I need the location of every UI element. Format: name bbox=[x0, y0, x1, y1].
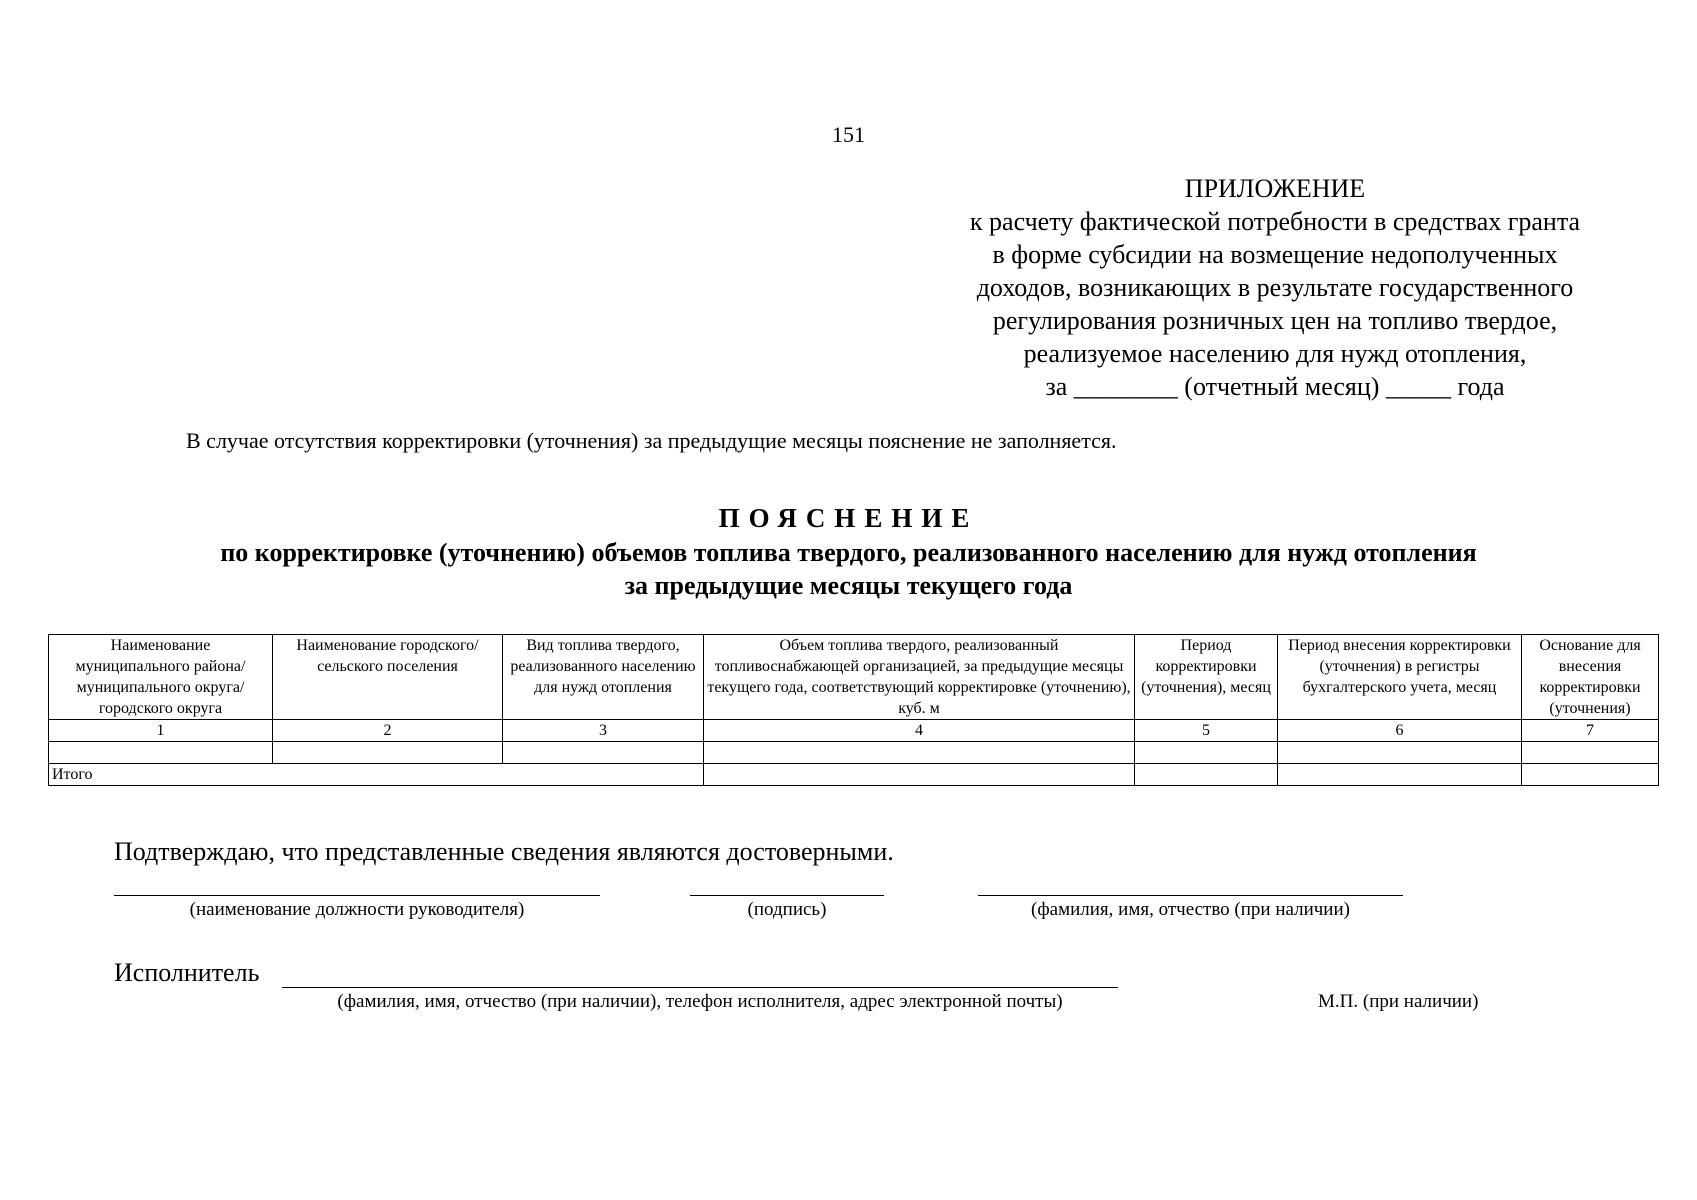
table-cell bbox=[273, 742, 503, 764]
column-header: Наименование муниципального района/ муниципального округа/ городского округа bbox=[49, 635, 273, 720]
executor-line bbox=[282, 987, 1118, 988]
document-subtitle-line: по корректировке (уточнению) объемов топлива твердого, реализованного населению для нужд отопления bbox=[220, 538, 1477, 567]
executor-caption: (фамилия, имя, отчество (при наличии), телефон исполнителя, адрес электронной почты) bbox=[337, 991, 1063, 1012]
table-row bbox=[49, 742, 1659, 764]
appendix-title: ПРИЛОЖЕНИЕ bbox=[1184, 174, 1366, 203]
table-cell bbox=[1278, 764, 1522, 786]
document-title: ПОЯСНЕНИЕ bbox=[718, 503, 979, 533]
table-header-row bbox=[49, 635, 1659, 720]
table-cell bbox=[1522, 764, 1659, 786]
document-subtitle bbox=[0, 536, 1697, 602]
explanation-table bbox=[48, 634, 1659, 786]
confirmation-text: Подтверждаю, что представленные сведения являются достоверными. bbox=[114, 837, 894, 866]
table-cell bbox=[1522, 742, 1659, 764]
page-number: 151 bbox=[832, 122, 865, 147]
total-row bbox=[49, 764, 1659, 786]
column-number: 6 bbox=[1278, 720, 1522, 742]
column-number: 4 bbox=[704, 720, 1135, 742]
document-subtitle-line: за предыдущие месяцы текущего года bbox=[624, 571, 1073, 600]
column-number-row bbox=[49, 720, 1659, 742]
table-cell bbox=[1135, 742, 1278, 764]
appendix-line: за ________ (отчетный месяц) _____ года bbox=[1045, 372, 1505, 401]
table-cell bbox=[1135, 764, 1278, 786]
appendix-line: регулирования розничных цен на топливо твердое, bbox=[992, 306, 1558, 335]
appendix-line: доходов, возникающих в результате государственного bbox=[976, 273, 1574, 302]
column-number: 7 bbox=[1522, 720, 1659, 742]
column-header: Период корректировки (уточнения), месяц bbox=[1135, 635, 1278, 720]
stamp-caption: М.П. (при наличии) bbox=[1318, 991, 1479, 1012]
column-header: Период внесения корректировки (уточнения) в регистры бухгалтерского учета, месяц bbox=[1278, 635, 1522, 720]
table-cell bbox=[704, 742, 1135, 764]
column-header: Наименование городского/ сельского поселения bbox=[273, 635, 503, 720]
position-line bbox=[114, 895, 600, 896]
name-caption: (фамилия, имя, отчество (при наличии) bbox=[1031, 899, 1350, 920]
table-cell bbox=[503, 742, 704, 764]
column-header: Основание для внесения корректировки (уточнения) bbox=[1522, 635, 1659, 720]
note-text: В случае отсутствия корректировки (уточнения) за предыдущие месяцы пояснение не заполняется. bbox=[186, 428, 1117, 453]
signature-caption: (подпись) bbox=[747, 899, 827, 920]
column-header: Объем топлива твердого, реализованный топливоснабжающей организацией, за предыдущие месяцы текущего года, соответствующий корректировке (уточнению), куб. м bbox=[704, 635, 1135, 720]
table-cell bbox=[704, 764, 1135, 786]
appendix-line: реализуемое населению для нужд отопления, bbox=[1023, 339, 1527, 368]
column-number: 2 bbox=[273, 720, 503, 742]
appendix-line: к расчету фактической потребности в средствах гранта bbox=[969, 207, 1581, 236]
signature-line bbox=[690, 895, 884, 896]
appendix-line: в форме субсидии на возмещение недополученных bbox=[992, 240, 1558, 269]
column-header: Вид топлива твердого, реализованного населению для нужд отопления bbox=[503, 635, 704, 720]
column-number: 1 bbox=[49, 720, 273, 742]
position-caption: (наименование должности руководителя) bbox=[189, 899, 525, 920]
table-cell bbox=[1278, 742, 1522, 764]
column-number: 5 bbox=[1135, 720, 1278, 742]
total-label: Итого bbox=[49, 764, 704, 786]
table-cell bbox=[49, 742, 273, 764]
executor-label: Исполнитель bbox=[114, 958, 260, 987]
appendix-block bbox=[900, 172, 1650, 403]
column-number: 3 bbox=[503, 720, 704, 742]
name-line bbox=[978, 895, 1403, 896]
